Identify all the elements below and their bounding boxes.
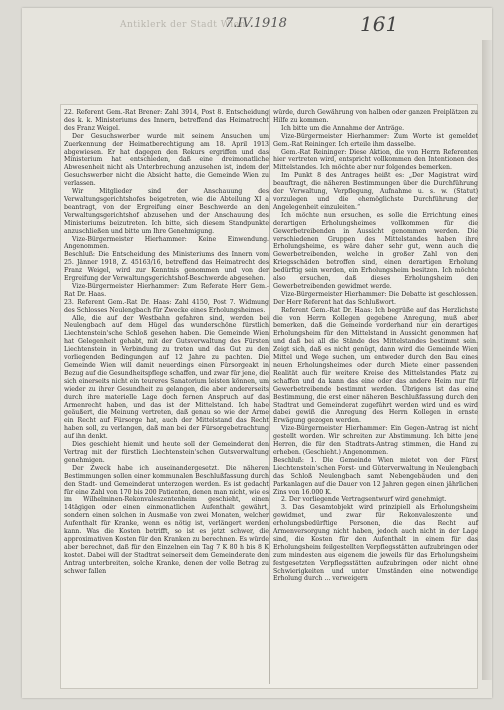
paragraph: Beschluß: 1. Die Gemeinde Wien mietet von der Fürst Liechtenstein'schen Forst- und Güterverwaltung in Neulengbach das Schloß Neulengbach samt Nebengebäuden und den Parkanlagen auf die Dauer von 12 Jahren gegen einen jährlichen Zins von 16.000 K. bbox=[273, 456, 478, 496]
paragraph: Referent Gem.-Rat Dr. Haas: Ich begrüße auf das Herzlichste die von Herrn Kollegen gegebene Anregung, muß aber bemerken, daß die Gemeinde vorderhand nur ein derartiges Erholungsheim für den Mittelstand in Aussicht genommen hat und daß bei all die Stände des Mittelstandes bestimmt sein. Zeigt sich, daß es nicht genügt, dann wird die Gemeinde Wien Mittel und Wege suchen, um entweder durch den Bau eines neuen Erholungsheimes oder durch Miete einer passenden Realität auch für weitere Kreise des Mittelstandes Platz zu schaffen und da kann das eine oder das andere Heim nur für Gewerbetreibende bestimmt werden. Übrigens ist das eine Bestimmung, die erst einer näheren Beschlußfassung durch den Stadtrat und Gemeinderat zugeführt werden wird und es wird dabei gewiß die Anregung des Herrn Kollegen in ernste Erwägung gezogen werden. bbox=[273, 306, 478, 425]
paragraph: Beschluß: Die Entscheidung des Ministeriums des Innern vom 25. Jänner 1918, Z. 45163/16, betreffend das Heimatrecht des Franz Weigel, wird zur Kenntnis genommen und von der Ergreifung der Verwaltungsgerichtshof-Beschwerde abgesehen. bbox=[64, 251, 269, 283]
paragraph: würde, durch Gewährung von halben oder ganzen Freiplätzen zu Hilfe zu kommen. bbox=[273, 109, 478, 124]
archive-stamp: Antiklerk der Stadt Wien bbox=[120, 20, 246, 30]
handwritten-date: 7.IV.1918 bbox=[225, 16, 287, 31]
paragraph: Ich möchte nun ersuchen, es solle die Errichtung eines derartigen Erholungsheimes vollkommen für die Gewerbetreibenden in Aussicht genommen werden. Die verschiedenen Gruppen des Mittelstandes haben ihre Erholungsheime, es wäre daher sehr gut, wenn auch die Gewerbetreibenden, welche in großer Zahl von den Kriegsschäden betroffen sind, einen derartigen Erholung bedürftig sein werden, ein Erholungsheim besitzen. Ich möchte also ersuchen, daß dieses Erholungsheim den Gewerbetreibenden gewidmet werde. bbox=[273, 211, 478, 290]
paragraph: Vize-Bürgermeister Hierhammer: Zum Referate Herr Gem.-Rat Dr. Haas. bbox=[64, 282, 269, 298]
paragraph: 23. Referent Gem.-Rat Dr. Haas: Zahl 4150, Post 7. Widmung des Schlosses Neulengbach für Zwecke eines Erholungsheimes. bbox=[64, 298, 269, 314]
paragraph: 2. Der vorliegende Vertragsentwurf wird genehmigt. bbox=[281, 496, 447, 504]
paragraph: Vize-Bürgermeister Hierhammer: Die Debatte ist geschlossen. Der Herr Referent hat das Schlußwort. bbox=[273, 290, 478, 306]
paragraph: Dies geschieht hiemit und heute soll der Gemeinderat den Vertrag mit der fürstlich Liechtenstein'schen Gutsverwaltung genehmigen. bbox=[64, 441, 269, 464]
paragraph: 22. Referent Gem.-Rat Brener: Zahl 3914, Post 8. Entscheidung des k. k. Ministeriums des Innern, betreffend das Heimatrecht des Franz Weigel. bbox=[64, 109, 269, 132]
paragraph: Im Punkt 8 des Antrages heißt es: „Der Magistrat wird beauftragt, die näheren Bestimmungen über die Durchführung der Verwaltung, Verpflegung, Aufnahme u. s. w. (Statut) vorzulegen und die ehemöglichste Durchführung der Angelegenheit einzuleiten.“ bbox=[273, 172, 478, 211]
paragraph: Wir Mitglieder sind der Anschauung des Verwaltungsgerichtshofes beigetreten, wie die Abteilung XI a beantragt, von der Ergreifung einer Beschwerde an den Verwaltungsgerichtshof abzusehen und der Anschauung des Ministeriums beizutreten. Ich bitte, sich diesem Standpunkte anzuschließen und bitte um Ihre Genehmigung. bbox=[64, 188, 269, 235]
left-column bbox=[64, 109, 269, 575]
paragraph: Der Gesuchswerber wurde mit seinem Ansuchen um Zuerkennung der Heimatberechtigung am 18. April 1913 abgewiesen. Er hat dagegen den Rekurs ergriffen und das Ministerium hat entschieden, daß eine dreimonatliche Abwesenheit nicht als Unterbrechung anzusehen ist, indem der Gesuchswerber nicht die Absicht hatte, die Gemeinde Wien zu verlassen. bbox=[64, 132, 269, 188]
right-column bbox=[273, 109, 478, 583]
paragraph: Ich bitte um die Annahme der Anträge. bbox=[281, 124, 405, 132]
column-divider bbox=[269, 109, 270, 684]
paragraph: Gem.-Rat Reininger: Diese Aktion, die von Herrn Referenten hier vertreten wird, entspricht vollkommen den Intentionen des Mittelstandes. Ich möchte aber nur folgendes bemerken. bbox=[273, 148, 478, 172]
paragraph: Vize-Bürgermeister Hierhammer: Zum Worte ist gemeldet Gem.-Rat Reininger. Ich erteile ihm dasselbe. bbox=[273, 132, 478, 148]
paragraph: Vize-Bürgermeister Hierhammer: Ein Gegen-Antrag ist nicht gestellt worden. Wir schreiten zur Abstimmung. Ich bitte jene Herren, die für den Stadtrats-Antrag stimmen, die Hand zu erheben. (Geschieht.) Angenommen. bbox=[273, 425, 478, 456]
handwritten-page-number: 161 bbox=[360, 12, 399, 36]
protocol-clipping bbox=[60, 104, 478, 689]
sheet-edge bbox=[482, 40, 492, 680]
paragraph: 3. Das Gesamtobjekt wird prinzipiell als Erholungsheim gewidmet, und zwar für Rekonvaleszente und erholungsbedürftige Personen, die das Recht auf Armenversorgung nicht haben, jedoch auch nicht in der Lage sind, die Kosten für den Aufenthalt in einem für das Erholungsheim feilgestellten Verpflegsstätten aufzubringen oder zum mindesten aus eigenem die jeweils für das Erholungsheim festgesetzten Verpflegsstätten aufzubringen oder nicht ohne Schwierigkeiten und unter Umständen eine notwendige Erholung durch ... verweigern bbox=[273, 504, 478, 583]
paragraph: Vize-Bürgermeister Hierhammer: Keine Einwendung. Angenommen. bbox=[64, 235, 269, 251]
paragraph: Der Zweck habe ich auseinandergesetzt. Die näheren Bestimmungen sollen einer kommunalen Beschlußfassung durch den Stadt- und Gemeinderat unterzogen werden. Es ist gedacht für eine Zahl von 170 bis 200 Patienten, denen man nicht, wie es im Wilhelminen-Rekonvaleszentenheim geschieht, einen 14tägigen oder einen einmonatlichen Aufenthalt gewährt, sondern einen solchen in Ausmaße von zwei Monaten, welcher Aufenthalt für Kranke, wenn es nötig ist, verlängert werden kann. Was die Kosten betrifft, so ist es jetzt schwer, die approximativen Kosten für den Kranken zu berechnen. Es würde aber berechnet, daß für den Einzelnen ein Tag 7 K 80 h bis 8 K kostet. Dabei will der Stadtrat seinerseit dem Gemeinderate den Antrag unterbreiten, solche Kranke, denen der volle Betrag zu schwer fallen bbox=[64, 464, 269, 575]
page-header bbox=[120, 12, 480, 42]
paragraph: Alle, die auf der Westbahn gefahren sind, werden bei Neulengbach auf dem Hügel das wunderschöne fürstlich Liechtenstein'sche Schloß gesehen haben. Die Gemeinde Wien hat Gelegenheit gehabt, mit der Gutsverwaltung des Fürsten Liechtenstein in Verbindung zu treten und das Gut zu den vorliegenden Bedingungen auf 12 Jahre zu pachten. Die Gemeinde Wien will damit neuerdings einen Fürsorgeakt in Bezug auf die Gesundheitspflege schaffen, und zwar für jene, die sich einerseits nicht ein teureres Sanatorium leisten können, um wieder zu ihrer Gesundheit zu gelangen, die aber andererseits durch ihre materielle Lage doch fernen Anspruch auf das Armenrecht haben, und das ist der Mittelstand. Ich habe geäußert, die Meinung vertreten, daß genau so wie der Arme ein Recht auf Fürsorge hat, auch der Mittelstand das Recht haben soll, zu verlangen, daß man bei der Fürsorgebetrachtung auf ihn denkt. bbox=[64, 314, 269, 441]
